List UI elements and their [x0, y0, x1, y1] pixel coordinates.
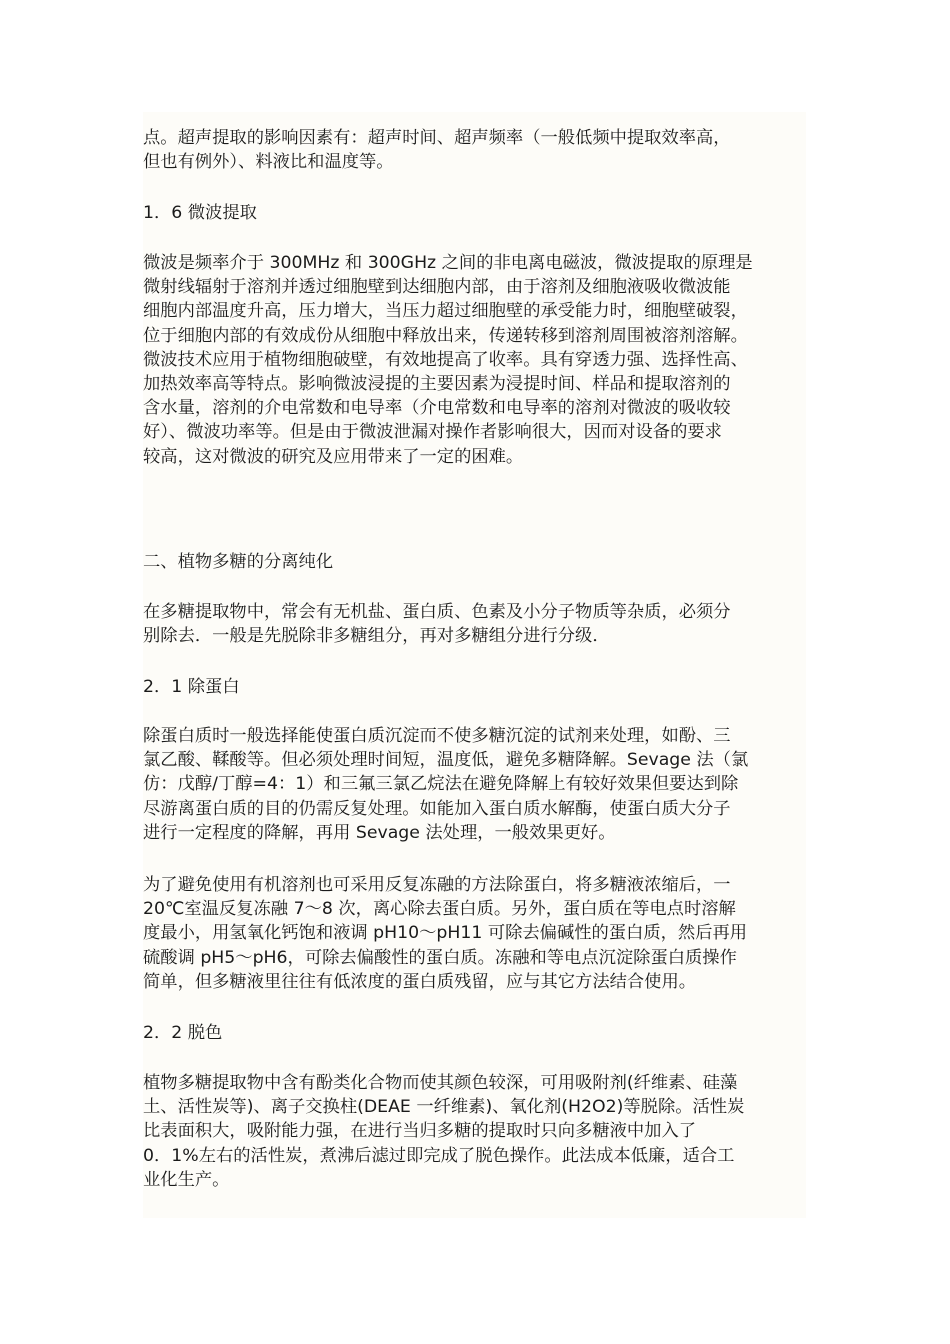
paragraph-separation — [143, 600, 806, 648]
text-line: 比表面积大，吸附能力强，在进行当归多糖的提取时只向多糖液中加入了 — [143, 1121, 697, 1142]
text-line: 硫酸调 pH5～pH6，可除去偏酸性的蛋白质。冻融和等电点沉淀除蛋白质操作 — [143, 947, 737, 968]
text-line: 进行一定程度的降解，再用 Sevage 法处理，一般效果更好。 — [143, 822, 616, 843]
text-line: 微波是频率介于 300MHz 和 300GHz 之间的非电离电磁波，微波提取的原理是 — [143, 253, 753, 273]
paragraph-protein-1 — [143, 724, 806, 845]
paragraph-microwave — [143, 251, 806, 469]
heading-2 — [143, 550, 806, 574]
text-line: 简单，但多糖液里往往有低浓度的蛋白质残留，应与其它方法结合使用。 — [143, 971, 697, 992]
heading-2-2 — [143, 1021, 806, 1045]
section-heading: 2．1 除蛋白 — [143, 677, 240, 697]
text-line: 业化生产。 — [143, 1169, 230, 1190]
text-line: 在多糖提取物中，常会有无机盐、蛋白质、色素及小分子物质等杂质，必须分 — [143, 602, 731, 622]
text-line: 仿：戊醇/丁醇=4：1）和三氟三氯乙烷法在避免降解上有较好效果但要达到除 — [143, 774, 739, 795]
document-body — [143, 112, 806, 1218]
text-line: 微射线辐射于溶剂并透过细胞壁到达细胞内部，由于溶剂及细胞液吸收微波能 — [143, 277, 731, 298]
text-line: 土、活性炭等)、离子交换柱(DEAE 一纤维素)、氧化剂(H2O2)等脱除。活性炭 — [143, 1097, 745, 1118]
text-line: 氯乙酸、鞣酸等。但必须处理时间短，温度低，避免多糖降解。Sevage 法（氯 — [143, 750, 749, 771]
text-line: 加热效率高等特点。影响微波浸提的主要因素为浸提时间、样品和提取溶剂的 — [143, 374, 731, 395]
section-heading: 1．6 微波提取 — [143, 203, 257, 223]
section-heading: 2．2 脱色 — [143, 1023, 223, 1043]
text-line: 20℃室温反复冻融 7～8 次，离心除去蛋白质。另外，蛋白质在等电点时溶解 — [143, 899, 736, 920]
text-line: 细胞内部温度升高，压力增大，当压力超过细胞壁的承受能力时，细胞壁破裂， — [143, 301, 748, 322]
heading-2-1 — [143, 675, 806, 699]
text-line: 度最小，用氢氧化钙饱和液调 pH10～pH11 可除去偏碱性的蛋白质，然后再用 — [143, 923, 748, 944]
text-line: 别除去．一般是先脱除非多糖组分，再对多糖组分进行分级． — [143, 626, 610, 647]
section-heading: 二、植物多糖的分离纯化 — [143, 552, 334, 572]
paragraph-decolor — [143, 1071, 806, 1192]
text-line: 微波技术应用于植物细胞破壁，有效地提高了收率。具有穿透力强、选择性高、 — [143, 349, 748, 370]
text-line: 好）、微波功率等。但是由于微波泄漏对操作者影响很大，因而对设备的要求 — [143, 422, 722, 443]
text-line: 含水量，溶剂的介电常数和电导率（介电常数和电导率的溶剂对微波的吸收较 — [143, 398, 731, 419]
text-line: 点。超声提取的影响因素有：超声时间、超声频率（一般低频中提取效率高， — [143, 128, 731, 148]
heading-1-6 — [143, 201, 806, 225]
text-line: 植物多糖提取物中含有酚类化合物而使其颜色较深，可用吸附剂(纤维素、硅藻 — [143, 1073, 738, 1093]
text-line: 0．1%左右的活性炭，煮沸后滤过即完成了脱色操作。此法成本低廉，适合工 — [143, 1145, 735, 1166]
text-line: 除蛋白质时一般选择能使蛋白质沉淀而不使多糖沉淀的试剂来处理，如酚、三 — [143, 726, 731, 746]
text-line: 位于细胞内部的有效成份从细胞中释放出来，传递转移到溶剂周围被溶剂溶解。 — [143, 325, 748, 346]
text-line: 为了避免使用有机溶剂也可采用反复冻融的方法除蛋白，将多糖液浓缩后，一 — [143, 875, 731, 895]
text-line: 尽游离蛋白质的目的仍需反复处理。如能加入蛋白质水解酶，使蛋白质大分子 — [143, 798, 731, 819]
text-line: 但也有例外）、料液比和温度等。 — [143, 152, 394, 173]
paragraph-protein-2 — [143, 873, 806, 994]
paragraph-ultrasound-tail — [143, 126, 806, 174]
text-line: 较高，这对微波的研究及应用带来了一定的困难。 — [143, 446, 524, 467]
